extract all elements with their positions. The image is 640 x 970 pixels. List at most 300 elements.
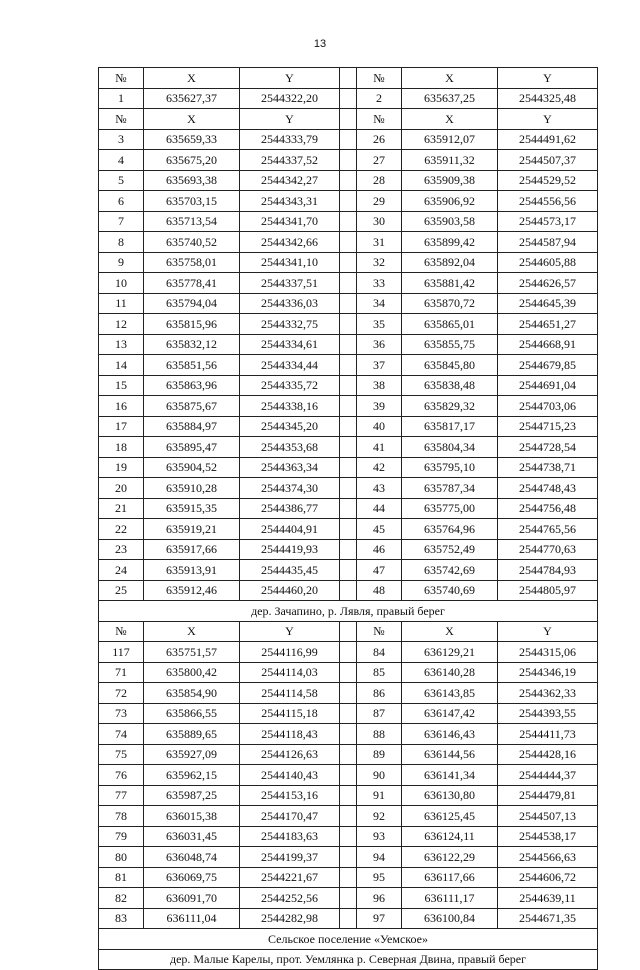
point-number: 85 (357, 662, 402, 683)
table-row (99, 662, 598, 683)
y-coordinate: 2544221,67 (240, 867, 340, 888)
point-number: 42 (357, 457, 402, 478)
column-gap (340, 785, 357, 806)
header-num: № (99, 621, 144, 642)
x-coordinate: 635804,34 (402, 437, 498, 458)
x-coordinate: 635800,42 (144, 662, 240, 683)
point-number: 40 (357, 416, 402, 437)
x-coordinate: 635775,00 (402, 498, 498, 519)
x-coordinate: 635915,35 (144, 498, 240, 519)
point-number: 1 (99, 88, 144, 109)
column-gap (340, 252, 357, 273)
column-gap (340, 826, 357, 847)
y-coordinate: 2544114,03 (240, 662, 340, 683)
table-row (99, 314, 598, 335)
x-coordinate: 636124,11 (402, 826, 498, 847)
table-row (99, 191, 598, 212)
x-coordinate: 636048,74 (144, 847, 240, 868)
table-row (99, 724, 598, 745)
y-coordinate: 2544114,58 (240, 683, 340, 704)
x-coordinate: 635627,37 (144, 88, 240, 109)
x-coordinate: 636111,04 (144, 908, 240, 929)
y-coordinate: 2544363,34 (240, 457, 340, 478)
x-coordinate: 636015,38 (144, 806, 240, 827)
column-gap (340, 662, 357, 683)
x-coordinate: 636144,56 (402, 744, 498, 765)
x-coordinate: 635962,15 (144, 765, 240, 786)
table-row (99, 211, 598, 232)
header-y: Y (498, 621, 598, 642)
section-title-malye-kareli: дер. Малые Карелы, прот. Уемлянка р. Северная Двина, правый берег (99, 949, 598, 970)
y-coordinate: 2544756,48 (498, 498, 598, 519)
header-row (99, 68, 598, 89)
table-row (99, 580, 598, 601)
x-coordinate: 636125,45 (402, 806, 498, 827)
point-number: 30 (357, 211, 402, 232)
x-coordinate: 636091,70 (144, 888, 240, 909)
x-coordinate: 635875,67 (144, 396, 240, 417)
point-number: 86 (357, 683, 402, 704)
y-coordinate: 2544765,56 (498, 519, 598, 540)
x-coordinate: 635899,42 (402, 232, 498, 253)
x-coordinate: 635919,21 (144, 519, 240, 540)
column-gap (340, 355, 357, 376)
table-row (99, 273, 598, 294)
point-number: 10 (99, 273, 144, 294)
x-coordinate: 635866,55 (144, 703, 240, 724)
point-number: 26 (357, 129, 402, 150)
y-coordinate: 2544343,31 (240, 191, 340, 212)
x-coordinate: 636129,21 (402, 642, 498, 663)
header-x: X (402, 68, 498, 89)
header-num: № (99, 109, 144, 130)
y-coordinate: 2544353,68 (240, 437, 340, 458)
x-coordinate: 636146,43 (402, 724, 498, 745)
x-coordinate: 636111,17 (402, 888, 498, 909)
x-coordinate: 635870,72 (402, 293, 498, 314)
y-coordinate: 2544479,81 (498, 785, 598, 806)
x-coordinate: 635758,01 (144, 252, 240, 273)
table-row (99, 785, 598, 806)
table-row (99, 457, 598, 478)
column-gap (340, 744, 357, 765)
table-row (99, 478, 598, 499)
point-number: 29 (357, 191, 402, 212)
point-number: 71 (99, 662, 144, 683)
y-coordinate: 2544679,85 (498, 355, 598, 376)
y-coordinate: 2544460,20 (240, 580, 340, 601)
table-row (99, 252, 598, 273)
column-gap (340, 314, 357, 335)
point-number: 77 (99, 785, 144, 806)
y-coordinate: 2544335,72 (240, 375, 340, 396)
column-gap (340, 642, 357, 663)
y-coordinate: 2544671,35 (498, 908, 598, 929)
column-gap (340, 724, 357, 745)
x-coordinate: 636140,28 (402, 662, 498, 683)
y-coordinate: 2544507,13 (498, 806, 598, 827)
point-number: 36 (357, 334, 402, 355)
y-coordinate: 2544199,37 (240, 847, 340, 868)
x-coordinate: 636069,75 (144, 867, 240, 888)
y-coordinate: 2544342,66 (240, 232, 340, 253)
column-gap (340, 539, 357, 560)
y-coordinate: 2544325,48 (498, 88, 598, 109)
x-coordinate: 635855,75 (402, 334, 498, 355)
y-coordinate: 2544115,18 (240, 703, 340, 724)
table-row (99, 519, 598, 540)
y-coordinate: 2544386,77 (240, 498, 340, 519)
point-number: 9 (99, 252, 144, 273)
y-coordinate: 2544341,70 (240, 211, 340, 232)
table-row (99, 232, 598, 253)
coordinates-table (98, 67, 598, 970)
x-coordinate: 636141,34 (402, 765, 498, 786)
point-number: 91 (357, 785, 402, 806)
section-title-zachapino: дер. Зачапино, р. Лявля, правый берег (99, 601, 598, 622)
x-coordinate: 635752,49 (402, 539, 498, 560)
column-gap (340, 765, 357, 786)
header-num: № (357, 621, 402, 642)
x-coordinate: 635845,80 (402, 355, 498, 376)
point-number: 46 (357, 539, 402, 560)
y-coordinate: 2544738,71 (498, 457, 598, 478)
x-coordinate: 635912,07 (402, 129, 498, 150)
point-number: 87 (357, 703, 402, 724)
y-coordinate: 2544126,63 (240, 744, 340, 765)
y-coordinate: 2544404,91 (240, 519, 340, 540)
point-number: 92 (357, 806, 402, 827)
x-coordinate: 635740,52 (144, 232, 240, 253)
point-number: 38 (357, 375, 402, 396)
y-coordinate: 2544703,06 (498, 396, 598, 417)
header-x: X (144, 109, 240, 130)
y-coordinate: 2544170,47 (240, 806, 340, 827)
table-row (99, 396, 598, 417)
column-gap (340, 847, 357, 868)
header-y: Y (240, 68, 340, 89)
y-coordinate: 2544507,37 (498, 150, 598, 171)
y-coordinate: 2544605,88 (498, 252, 598, 273)
y-coordinate: 2544639,11 (498, 888, 598, 909)
y-coordinate: 2544805,97 (498, 580, 598, 601)
table-row (99, 683, 598, 704)
table-row (99, 826, 598, 847)
y-coordinate: 2544336,03 (240, 293, 340, 314)
point-number: 47 (357, 560, 402, 581)
table-row (99, 498, 598, 519)
y-coordinate: 2544118,43 (240, 724, 340, 745)
table-row (99, 334, 598, 355)
x-coordinate: 635751,57 (144, 642, 240, 663)
point-number: 78 (99, 806, 144, 827)
x-coordinate: 635659,33 (144, 129, 240, 150)
column-gap (340, 580, 357, 601)
header-x: X (402, 109, 498, 130)
y-coordinate: 2544393,55 (498, 703, 598, 724)
point-number: 17 (99, 416, 144, 437)
x-coordinate: 635881,42 (402, 273, 498, 294)
y-coordinate: 2544556,56 (498, 191, 598, 212)
y-coordinate: 2544573,17 (498, 211, 598, 232)
x-coordinate: 635778,41 (144, 273, 240, 294)
point-number: 33 (357, 273, 402, 294)
column-gap (340, 621, 357, 642)
column-gap (340, 437, 357, 458)
y-coordinate: 2544651,27 (498, 314, 598, 335)
column-gap (340, 211, 357, 232)
point-number: 73 (99, 703, 144, 724)
point-number: 8 (99, 232, 144, 253)
x-coordinate: 636130,80 (402, 785, 498, 806)
x-coordinate: 635889,65 (144, 724, 240, 745)
x-coordinate: 635865,01 (402, 314, 498, 335)
point-number: 76 (99, 765, 144, 786)
x-coordinate: 636100,84 (402, 908, 498, 929)
y-coordinate: 2544338,16 (240, 396, 340, 417)
y-coordinate: 2544183,63 (240, 826, 340, 847)
x-coordinate: 635912,46 (144, 580, 240, 601)
x-coordinate: 635764,96 (402, 519, 498, 540)
point-number: 74 (99, 724, 144, 745)
point-number: 90 (357, 765, 402, 786)
column-gap (340, 191, 357, 212)
point-number: 48 (357, 580, 402, 601)
point-number: 41 (357, 437, 402, 458)
y-coordinate: 2544748,43 (498, 478, 598, 499)
x-coordinate: 635892,04 (402, 252, 498, 273)
column-gap (340, 683, 357, 704)
header-num: № (357, 109, 402, 130)
point-number: 24 (99, 560, 144, 581)
y-coordinate: 2544116,99 (240, 642, 340, 663)
y-coordinate: 2544566,63 (498, 847, 598, 868)
column-gap (340, 416, 357, 437)
column-gap (340, 68, 357, 89)
point-number: 83 (99, 908, 144, 929)
section-row (99, 949, 598, 970)
column-gap (340, 334, 357, 355)
point-number: 15 (99, 375, 144, 396)
table-row (99, 293, 598, 314)
column-gap (340, 293, 357, 314)
x-coordinate: 635817,17 (402, 416, 498, 437)
header-num: № (357, 68, 402, 89)
table-row (99, 806, 598, 827)
point-number: 7 (99, 211, 144, 232)
y-coordinate: 2544342,27 (240, 170, 340, 191)
point-number: 37 (357, 355, 402, 376)
header-y: Y (498, 68, 598, 89)
column-gap (340, 170, 357, 191)
x-coordinate: 635832,12 (144, 334, 240, 355)
point-number: 94 (357, 847, 402, 868)
point-number: 14 (99, 355, 144, 376)
point-number: 6 (99, 191, 144, 212)
point-number: 2 (357, 88, 402, 109)
x-coordinate: 635794,04 (144, 293, 240, 314)
table-row (99, 170, 598, 191)
x-coordinate: 636147,42 (402, 703, 498, 724)
point-number: 93 (357, 826, 402, 847)
y-coordinate: 2544645,39 (498, 293, 598, 314)
point-number: 19 (99, 457, 144, 478)
x-coordinate: 635838,48 (402, 375, 498, 396)
table-row (99, 437, 598, 458)
y-coordinate: 2544715,23 (498, 416, 598, 437)
column-gap (340, 273, 357, 294)
point-number: 95 (357, 867, 402, 888)
point-number: 31 (357, 232, 402, 253)
column-gap (340, 457, 357, 478)
y-coordinate: 2544668,91 (498, 334, 598, 355)
x-coordinate: 635895,47 (144, 437, 240, 458)
y-coordinate: 2544334,44 (240, 355, 340, 376)
x-coordinate: 635906,92 (402, 191, 498, 212)
section-row (99, 601, 598, 622)
header-row (99, 621, 598, 642)
x-coordinate: 635829,32 (402, 396, 498, 417)
table-row (99, 642, 598, 663)
y-coordinate: 2544140,43 (240, 765, 340, 786)
table-row (99, 539, 598, 560)
x-coordinate: 635913,91 (144, 560, 240, 581)
x-coordinate: 635713,54 (144, 211, 240, 232)
point-number: 18 (99, 437, 144, 458)
point-number: 28 (357, 170, 402, 191)
y-coordinate: 2544444,37 (498, 765, 598, 786)
table-row (99, 129, 598, 150)
y-coordinate: 2544322,20 (240, 88, 340, 109)
column-gap (340, 396, 357, 417)
y-coordinate: 2544345,20 (240, 416, 340, 437)
x-coordinate: 635740,69 (402, 580, 498, 601)
y-coordinate: 2544362,33 (498, 683, 598, 704)
y-coordinate: 2544282,98 (240, 908, 340, 929)
table-row (99, 150, 598, 171)
x-coordinate: 635637,25 (402, 88, 498, 109)
point-number: 13 (99, 334, 144, 355)
point-number: 84 (357, 642, 402, 663)
y-coordinate: 2544428,16 (498, 744, 598, 765)
point-number: 32 (357, 252, 402, 273)
point-number: 44 (357, 498, 402, 519)
point-number: 97 (357, 908, 402, 929)
x-coordinate: 635909,38 (402, 170, 498, 191)
column-gap (340, 232, 357, 253)
x-coordinate: 635927,09 (144, 744, 240, 765)
column-gap (340, 150, 357, 171)
x-coordinate: 635854,90 (144, 683, 240, 704)
header-y: Y (498, 109, 598, 130)
x-coordinate: 635903,58 (402, 211, 498, 232)
x-coordinate: 635884,97 (144, 416, 240, 437)
header-x: X (144, 68, 240, 89)
point-number: 3 (99, 129, 144, 150)
x-coordinate: 636122,29 (402, 847, 498, 868)
y-coordinate: 2544374,30 (240, 478, 340, 499)
column-gap (340, 478, 357, 499)
point-number: 75 (99, 744, 144, 765)
point-number: 39 (357, 396, 402, 417)
y-coordinate: 2544315,06 (498, 642, 598, 663)
table-row (99, 375, 598, 396)
point-number: 89 (357, 744, 402, 765)
point-number: 34 (357, 293, 402, 314)
point-number: 5 (99, 170, 144, 191)
x-coordinate: 635795,10 (402, 457, 498, 478)
y-coordinate: 2544606,72 (498, 867, 598, 888)
column-gap (340, 498, 357, 519)
point-number: 72 (99, 683, 144, 704)
x-coordinate: 635742,69 (402, 560, 498, 581)
header-x: X (144, 621, 240, 642)
point-number: 16 (99, 396, 144, 417)
point-number: 81 (99, 867, 144, 888)
y-coordinate: 2544333,79 (240, 129, 340, 150)
header-row (99, 109, 598, 130)
x-coordinate: 635693,38 (144, 170, 240, 191)
point-number: 22 (99, 519, 144, 540)
point-number: 25 (99, 580, 144, 601)
y-coordinate: 2544332,75 (240, 314, 340, 335)
table-row (99, 416, 598, 437)
point-number: 21 (99, 498, 144, 519)
x-coordinate: 635910,28 (144, 478, 240, 499)
point-number: 12 (99, 314, 144, 335)
y-coordinate: 2544587,94 (498, 232, 598, 253)
point-number: 23 (99, 539, 144, 560)
y-coordinate: 2544334,61 (240, 334, 340, 355)
y-coordinate: 2544337,51 (240, 273, 340, 294)
point-number: 117 (99, 642, 144, 663)
y-coordinate: 2544252,56 (240, 888, 340, 909)
point-number: 82 (99, 888, 144, 909)
y-coordinate: 2544346,19 (498, 662, 598, 683)
column-gap (340, 806, 357, 827)
header-num: № (99, 68, 144, 89)
x-coordinate: 636031,45 (144, 826, 240, 847)
table-row (99, 703, 598, 724)
x-coordinate: 635917,66 (144, 539, 240, 560)
column-gap (340, 519, 357, 540)
point-number: 43 (357, 478, 402, 499)
y-coordinate: 2544435,45 (240, 560, 340, 581)
column-gap (340, 88, 357, 109)
table-row (99, 847, 598, 868)
x-coordinate: 635911,32 (402, 150, 498, 171)
x-coordinate: 635904,52 (144, 457, 240, 478)
y-coordinate: 2544626,57 (498, 273, 598, 294)
x-coordinate: 635863,96 (144, 375, 240, 396)
x-coordinate: 636117,66 (402, 867, 498, 888)
x-coordinate: 635815,96 (144, 314, 240, 335)
point-number: 45 (357, 519, 402, 540)
page-number: 13 (313, 38, 327, 50)
point-number: 27 (357, 150, 402, 171)
y-coordinate: 2544411,73 (498, 724, 598, 745)
y-coordinate: 2544419,93 (240, 539, 340, 560)
point-number: 80 (99, 847, 144, 868)
y-coordinate: 2544538,17 (498, 826, 598, 847)
table-row (99, 88, 598, 109)
x-coordinate: 635987,25 (144, 785, 240, 806)
x-coordinate: 635675,20 (144, 150, 240, 171)
y-coordinate: 2544784,93 (498, 560, 598, 581)
y-coordinate: 2544337,52 (240, 150, 340, 171)
column-gap (340, 867, 357, 888)
y-coordinate: 2544770,63 (498, 539, 598, 560)
